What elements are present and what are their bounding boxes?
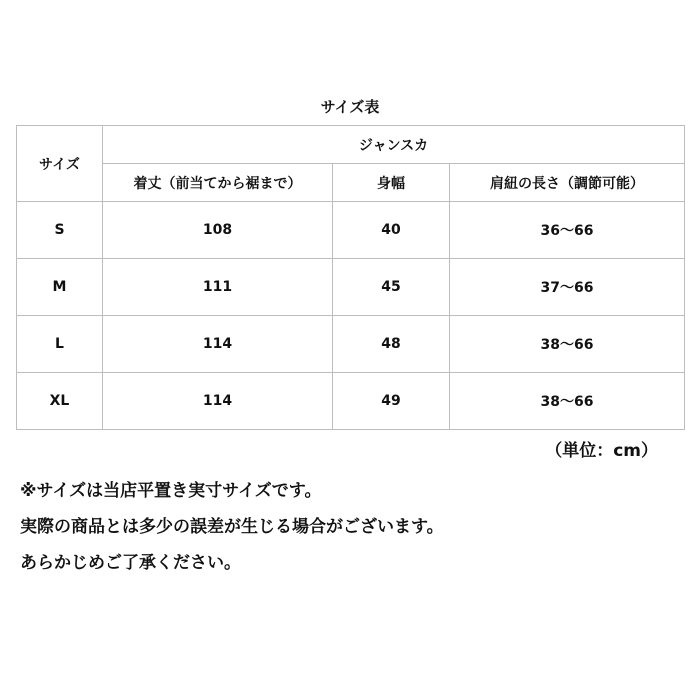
size-cell: L bbox=[17, 316, 103, 373]
size-cell: XL bbox=[17, 373, 103, 430]
table-header-row bbox=[17, 126, 685, 164]
table-row bbox=[17, 202, 685, 259]
width-cell: 45 bbox=[333, 259, 450, 316]
note-line: ※サイズは当店平置き実寸サイズです。 bbox=[20, 481, 322, 501]
size-table bbox=[16, 125, 685, 430]
unit-label: （単位：cm） bbox=[545, 441, 658, 461]
length-cell: 114 bbox=[103, 316, 333, 373]
column-header-strap: 肩紐の長さ（調節可能） bbox=[450, 164, 685, 202]
length-cell: 111 bbox=[103, 259, 333, 316]
page-title: サイズ表 bbox=[320, 98, 380, 116]
column-header-length: 着丈（前当てから裾まで） bbox=[103, 164, 333, 202]
length-cell: 108 bbox=[103, 202, 333, 259]
column-header-width: 身幅 bbox=[333, 164, 450, 202]
length-cell: 114 bbox=[103, 373, 333, 430]
note-line: あらかじめご了承ください。 bbox=[20, 553, 241, 573]
table-row bbox=[17, 316, 685, 373]
width-cell: 49 bbox=[333, 373, 450, 430]
size-cell: S bbox=[17, 202, 103, 259]
strap-cell: 38〜66 bbox=[450, 373, 685, 430]
table-row bbox=[17, 373, 685, 430]
group-header-cell: ジャンスカ bbox=[103, 126, 685, 164]
strap-cell: 38〜66 bbox=[450, 316, 685, 373]
strap-cell: 36〜66 bbox=[450, 202, 685, 259]
width-cell: 40 bbox=[333, 202, 450, 259]
width-cell: 48 bbox=[333, 316, 450, 373]
notes bbox=[20, 473, 680, 581]
size-header-cell: サイズ bbox=[17, 126, 103, 202]
strap-cell: 37〜66 bbox=[450, 259, 685, 316]
table-row bbox=[17, 259, 685, 316]
table-subheader-row bbox=[17, 164, 685, 202]
note-line: 実際の商品とは多少の誤差が生じる場合がございます。 bbox=[20, 517, 444, 537]
size-cell: M bbox=[17, 259, 103, 316]
